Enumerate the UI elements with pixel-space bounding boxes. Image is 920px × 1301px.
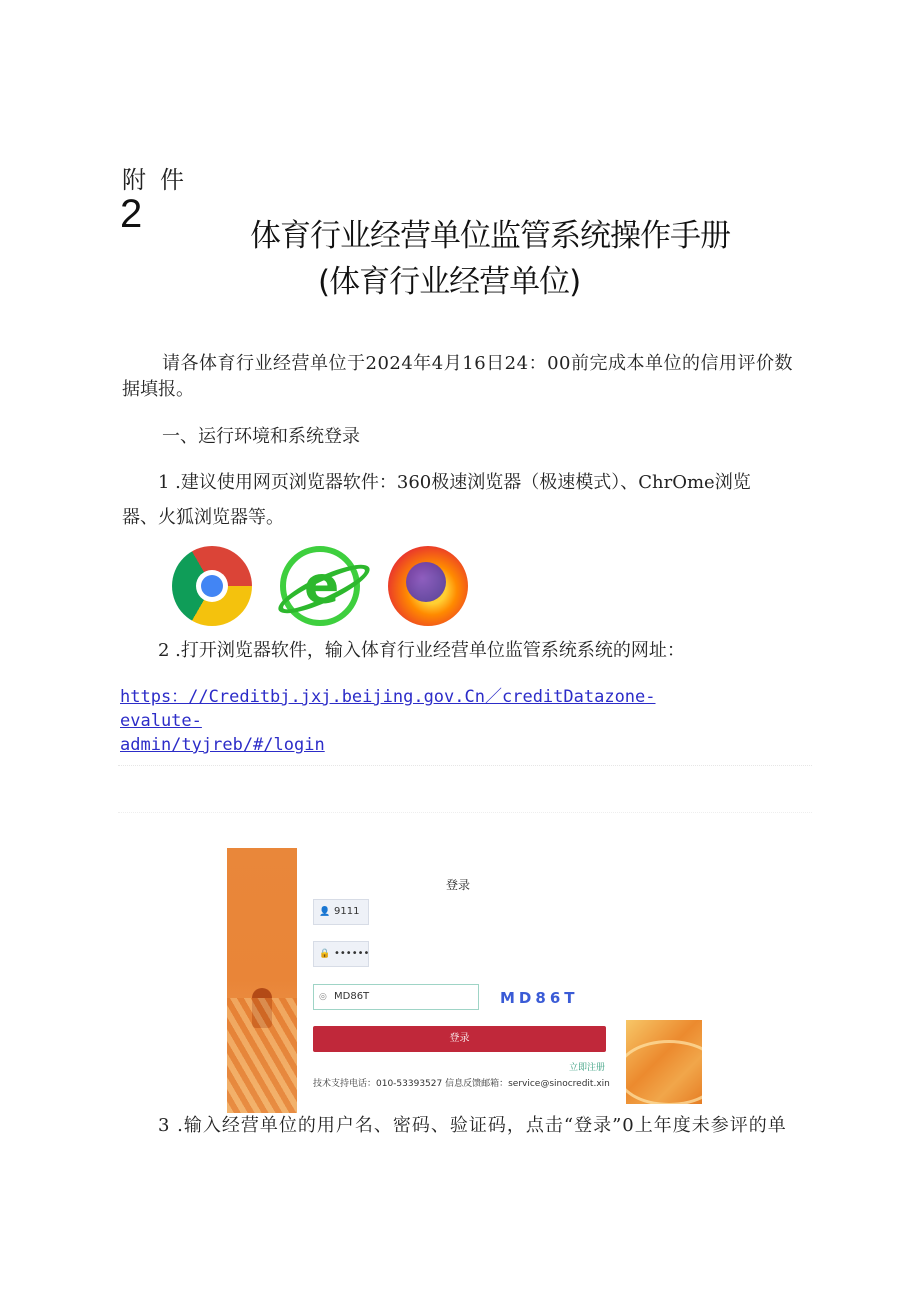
- decorative-swirl: [227, 998, 297, 1113]
- login-banner-image: [227, 848, 297, 1113]
- username-input[interactable]: [313, 899, 369, 925]
- password-input[interactable]: [313, 941, 369, 967]
- 360-browser-icon: [280, 546, 360, 626]
- step-1: 1 .建议使用网页浏览器软件：360极速浏览器（极速模式）、ChrOme浏览: [158, 472, 751, 493]
- section-heading: 一、运行环境和系统登录: [162, 426, 360, 447]
- document-subtitle: (体育行业经营单位): [318, 264, 581, 300]
- captcha-input[interactable]: [313, 984, 479, 1010]
- step-1-cont: 器、火狐浏览器等。: [122, 507, 284, 528]
- login-side-image: [626, 1020, 702, 1104]
- faint-divider-band: [118, 765, 812, 813]
- support-info: 技术支持电话：010-53393527 信息反馈邮箱：service@sinocredit.xin: [313, 1079, 610, 1089]
- attachment-label: 附件: [122, 166, 198, 194]
- register-link[interactable]: 立即注册: [569, 1063, 606, 1073]
- captcha-image[interactable]: MD86T: [500, 989, 579, 1007]
- url-line-1[interactable]: https：//Creditbj.jxj.beijing.gov.Cn／creditDatazone-evalute-: [120, 687, 656, 731]
- intro-paragraph-cont: 据填报。: [122, 379, 194, 400]
- captcha-input-value: MD86T: [334, 991, 370, 1002]
- chrome-icon: [172, 546, 252, 626]
- step-2: 2 .打开浏览器软件，输入体育行业经营单位监管系统系统的网址：: [158, 640, 685, 661]
- login-button[interactable]: 登录: [313, 1026, 606, 1052]
- document-title: 体育行业经营单位监管系统操作手册: [250, 218, 730, 254]
- lock-icon: 🔒: [319, 949, 331, 959]
- login-title: 登录: [446, 878, 471, 892]
- url-line-2[interactable]: admin/tyjreb/#/login: [120, 735, 325, 755]
- firefox-icon: [388, 546, 468, 626]
- 360-browser-glyph: e: [304, 556, 340, 616]
- user-icon: 👤: [319, 907, 331, 917]
- system-url-link[interactable]: [120, 685, 720, 757]
- attachment-number: 2: [120, 192, 143, 236]
- shield-icon: ◎: [319, 992, 327, 1002]
- intro-paragraph: 请各体育行业经营单位于2024年4月16日24：00前完成本单位的信用评价数: [162, 353, 793, 374]
- step-3: 3 .输入经营单位的用户名、密码、验证码，点击“登录”0上年度未参评的单: [158, 1115, 787, 1136]
- password-value: ••••••: [334, 948, 370, 959]
- username-value: 9111: [334, 906, 360, 917]
